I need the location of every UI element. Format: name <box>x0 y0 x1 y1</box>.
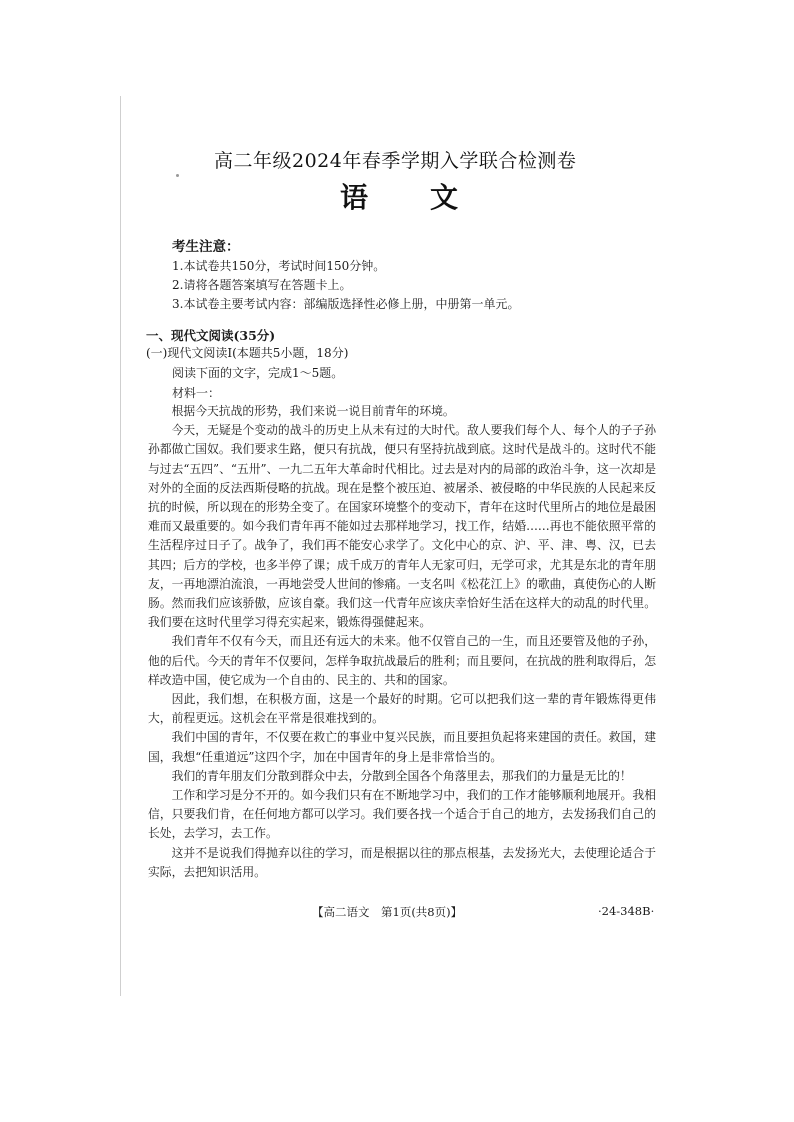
passage-paragraph: 工作和学习是分不开的。如今我们只有在不断地学习中，我们的工作才能够顺利地展开。我相信，只要我们肯，在任何地方都可以学习。我们要各找一个适合于自己的地方，去发扬我们自己的长处，去学习，去工作。 <box>148 788 656 841</box>
subject-title: 语文 <box>340 181 521 214</box>
passage-paragraph: 我们青年不仅有今天，而且还有远大的未来。他不仅管自己的一生，而且还要管及他的子孙，他的后代。今天的青年不仅要问，怎样争取抗战最后的胜利；而且要问，在抗战的胜利取得后，怎样改造中国，使它成为一个自由的、民主的、共和的国家。 <box>148 634 656 687</box>
exam-code: ·24-348B· <box>598 904 655 918</box>
passage-paragraph: 今天，无疑是个变动的战斗的历史上从未有过的大时代。敌人要我们每个人、每个人的子子孙孙都做亡国奴。我们要求生路，便只有抗战，便只有坚持抗战到底。这时代是战斗的。这时代不能与过去“五四”、“五卅”、一九二五年大革命时代相比。过去是对内的局部的政治斗争，这一次却是对外的全面的反法西斯侵略的抗战。现在是整个被压迫、被屠杀、被侵略的中华民族的人民起来反抗的时候，所以现在的形势全变了。在国家环境整个的变动下，青年在这时代里所占的地位是最困难而又最重要的。如今我们青年再不能如过去那样地学习，找工作，结婚……再也不能依照平常的生活程序过日子了。战争了，我们再不能安心求学了。文化中心的京、沪、平、津、粤、汉，已去其四；后方的学校，也多半停了课；成千成万的青年人无家可归，无学可求，尤其是东北的青年朋友，一再地漂泊流浪，一再地尝受人世间的惨痛。一支名叫《松花江上》的歌曲，真使伤心的人断肠。然而我们应该骄傲，应该自豪。我们这一代青年应该庆幸恰好生活在这样大的动乱的时代里。我们要在这时代里学习得充实起来，锻炼得强健起来。 <box>148 423 656 630</box>
reading-instruction: 阅读下面的文字，完成1～5题。 <box>172 366 344 380</box>
passage-paragraph: 根据今天抗战的形势，我们来说一说目前青年的环境。 <box>171 404 455 418</box>
sub-section-heading: (一)现代文阅读Ⅰ(本题共5小题，18分) <box>146 346 349 360</box>
binding-margin-line <box>120 96 121 996</box>
notice-item: 3.本试卷主要考试内容：部编版选择性必修上册，中册第一单元。 <box>172 297 520 311</box>
passage-paragraph: 我们的青年朋友们分散到群众中去，分散到全国各个角落里去，那我们的力量是无比的！ <box>171 768 632 783</box>
material-label: 材料一： <box>172 386 221 400</box>
notice-item: 2.请将各题答案填写在答题卡上。 <box>172 278 352 292</box>
passage-paragraph: 因此，我们想，在积极方面，这是一个最好的时期。它可以把我们这一辈的青年锻炼得更伟大，前程更远。这机会在平常是很难找到的。 <box>148 692 656 726</box>
section-heading: 一、现代文阅读(35分) <box>146 328 276 343</box>
exam-title: 高二年级2024年春季学期入学联合检测卷 <box>214 150 577 172</box>
notice-title: 考生注意： <box>172 239 240 255</box>
passage-paragraph: 这并不是说我们得抛弃以往的学习，而是根据以往的那点根基，去发扬光大，去使理论适合于实际，去把知识活用。 <box>148 845 656 879</box>
candidate-notice <box>172 235 519 314</box>
passage-paragraph: 我们中国的青年，不仅要在救亡的事业中复兴民族，而且要担负起将来建国的责任。救国，建国，我想“任重道远”这四个字，加在中国青年的身上是非常恰当的。 <box>148 730 656 764</box>
page-number-label: 【高二语文 第1页(共8页)】 <box>312 905 463 919</box>
scan-speck <box>176 174 179 177</box>
reading-passage <box>148 402 656 882</box>
notice-item: 1.本试卷共150分，考试时间150分钟。 <box>172 259 386 273</box>
